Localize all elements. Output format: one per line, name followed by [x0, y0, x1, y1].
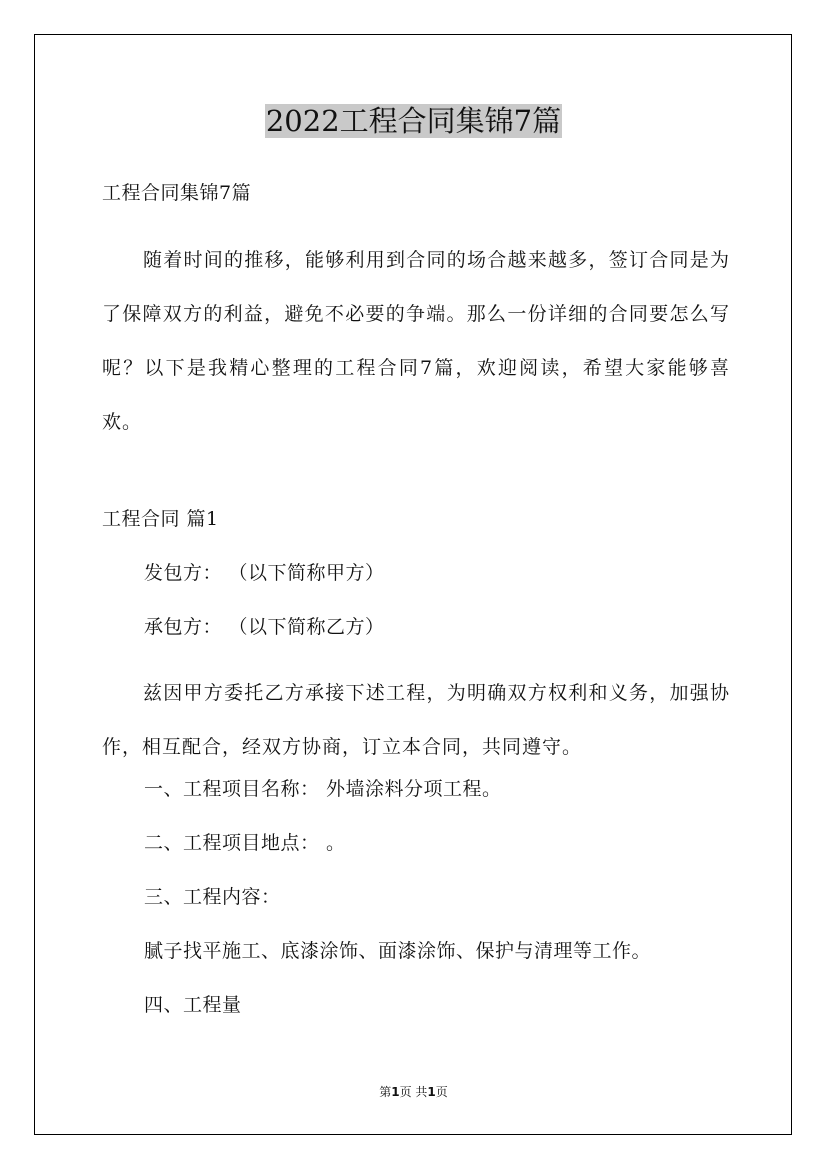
footer-suffix: 页: [435, 1085, 448, 1099]
party-b-line: 承包方： （以下简称乙方）: [144, 616, 385, 638]
section-heading: 工程合同 篇1: [102, 508, 219, 530]
footer-mid: 页 共: [399, 1085, 428, 1099]
clause-4: 四、工程量: [144, 994, 242, 1016]
document-title: [0, 99, 827, 143]
footer-page-total: 1: [427, 1085, 436, 1099]
page-footer: [0, 1083, 827, 1101]
document-title-text: 2022工程合同集锦7篇: [265, 104, 562, 138]
party-a-line: 发包方： （以下简称甲方）: [144, 562, 385, 584]
clause-2: 二、工程项目地点： 。: [144, 832, 346, 854]
clause-1: 一、工程项目名称： 外墙涂料分项工程。: [144, 778, 502, 800]
intro-paragraph: 随着时间的推移，能够利用到合同的场合越来越多，签订合同是为了保障双方的利益，避免不必要的争端。那么一份详细的合同要怎么写呢？以下是我精心整理的工程合同7篇，欢迎阅读，希望大家能够喜欢。: [102, 249, 730, 433]
document-subtitle: 工程合同集锦7篇: [102, 182, 252, 204]
preamble-paragraph: 兹因甲方委托乙方承接下述工程，为明确双方权利和义务，加强协作，相互配合，经双方协商，订立本合同，共同遵守。: [102, 682, 730, 758]
footer-page-number: 1: [391, 1085, 400, 1099]
clause-3: 三、工程内容：: [144, 886, 281, 908]
footer-prefix: 第: [379, 1085, 392, 1099]
clause-3-detail: 腻子找平施工、底漆涂饰、面漆涂饰、保护与清理等工作。: [144, 940, 652, 962]
